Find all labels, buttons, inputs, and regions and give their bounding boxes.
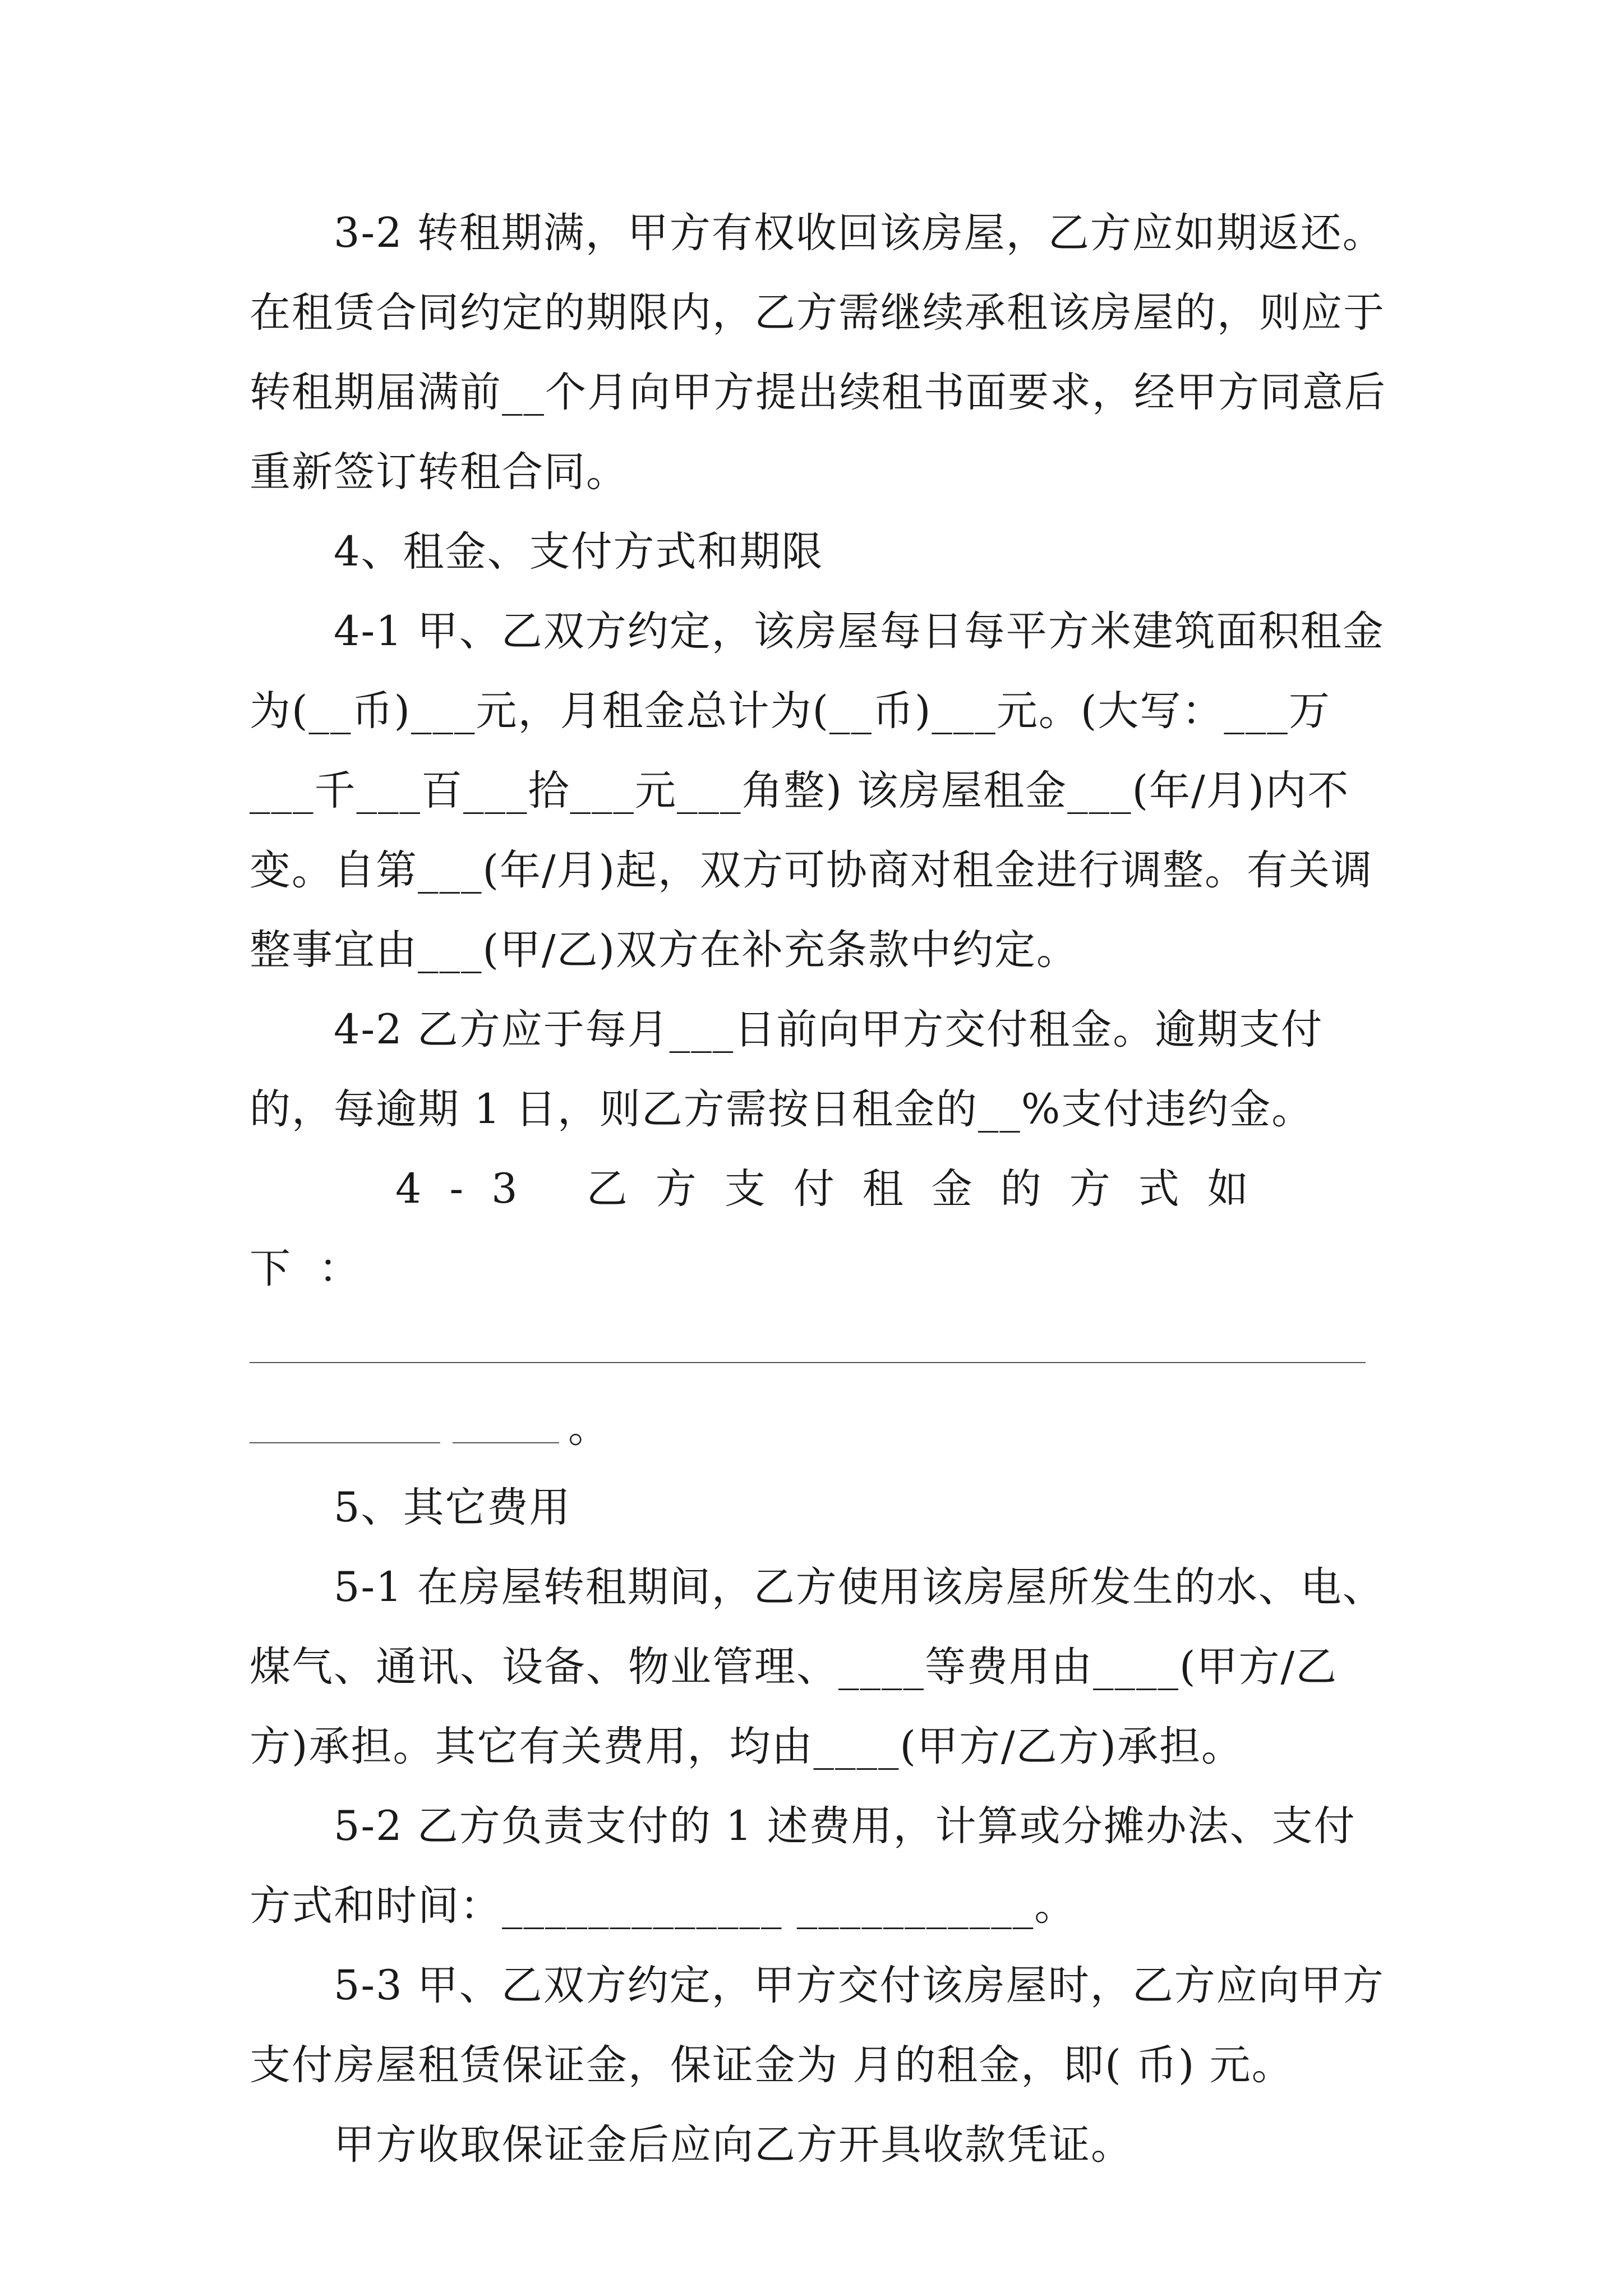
paragraph-3-2: 3-2 转租期满，甲方有权收回该房屋，乙方应如期返还。在租赁合同约定的期限内，乙方需继续承租该房屋的，则应于转租期届满前__个月向甲方提出续租书面要求，经甲方同意后重新签订转租合同。	[250, 209, 1386, 496]
paragraph-deposit-receipt: 甲方收取保证金后应向乙方开具收款凭证。	[334, 2121, 1133, 2169]
payment-method-blank-line	[250, 1309, 1394, 1388]
underline-blank	[453, 1442, 559, 1443]
payment-method-blank-end	[250, 1388, 1394, 1468]
paragraph-5-1: 5-1 在房屋转租期间，乙方使用该房屋所发生的水、电、煤气、通讯、设备、物业管理、____等费用由____(甲方/乙方)承担。其它有关费用，均由____(甲方/乙方)承担。	[250, 1563, 1385, 1770]
underline-blank	[250, 1442, 440, 1443]
underline-divider	[250, 1362, 1366, 1363]
section-heading-5: 5、其它费用	[334, 1484, 571, 1531]
paragraph-4-3: 4-3 乙方支付租金的方式如下：	[250, 1165, 1276, 1292]
sentence-end-mark: 。	[568, 1404, 609, 1452]
document-body	[250, 194, 1394, 2185]
paragraph-4-1: 4-1 甲、乙双方约定，该房屋每日每平方米建筑面积租金为(__币)___元，月租金总计为(__币)___元。(大写：___万___千___百___拾___元___角整) 该房屋租金___(年/月)内不变。自第___(年/月)起，双方可协商对租金进行调整。有关调整事宜由___(甲/乙)双方在补充条款中约定。	[250, 608, 1385, 974]
section-heading-4: 4、租金、支付方式和期限	[334, 528, 824, 576]
paragraph-5-2: 5-2 乙方负责支付的 1 述费用，计算或分摊办法、支付方式和时间：_____________ ___________。	[250, 1802, 1356, 1930]
paragraph-4-2: 4-2 乙方应于每月___日前向甲方交付租金。逾期支付的，每逾期 1 日，则乙方需按日租金的__%支付违约金。	[250, 1006, 1324, 1133]
paragraph-5-3: 5-3 甲、乙双方约定，甲方交付该房屋时，乙方应向甲方支付房屋租赁保证金，保证金为 月的租金，即( 币) 元。	[250, 1962, 1385, 2089]
